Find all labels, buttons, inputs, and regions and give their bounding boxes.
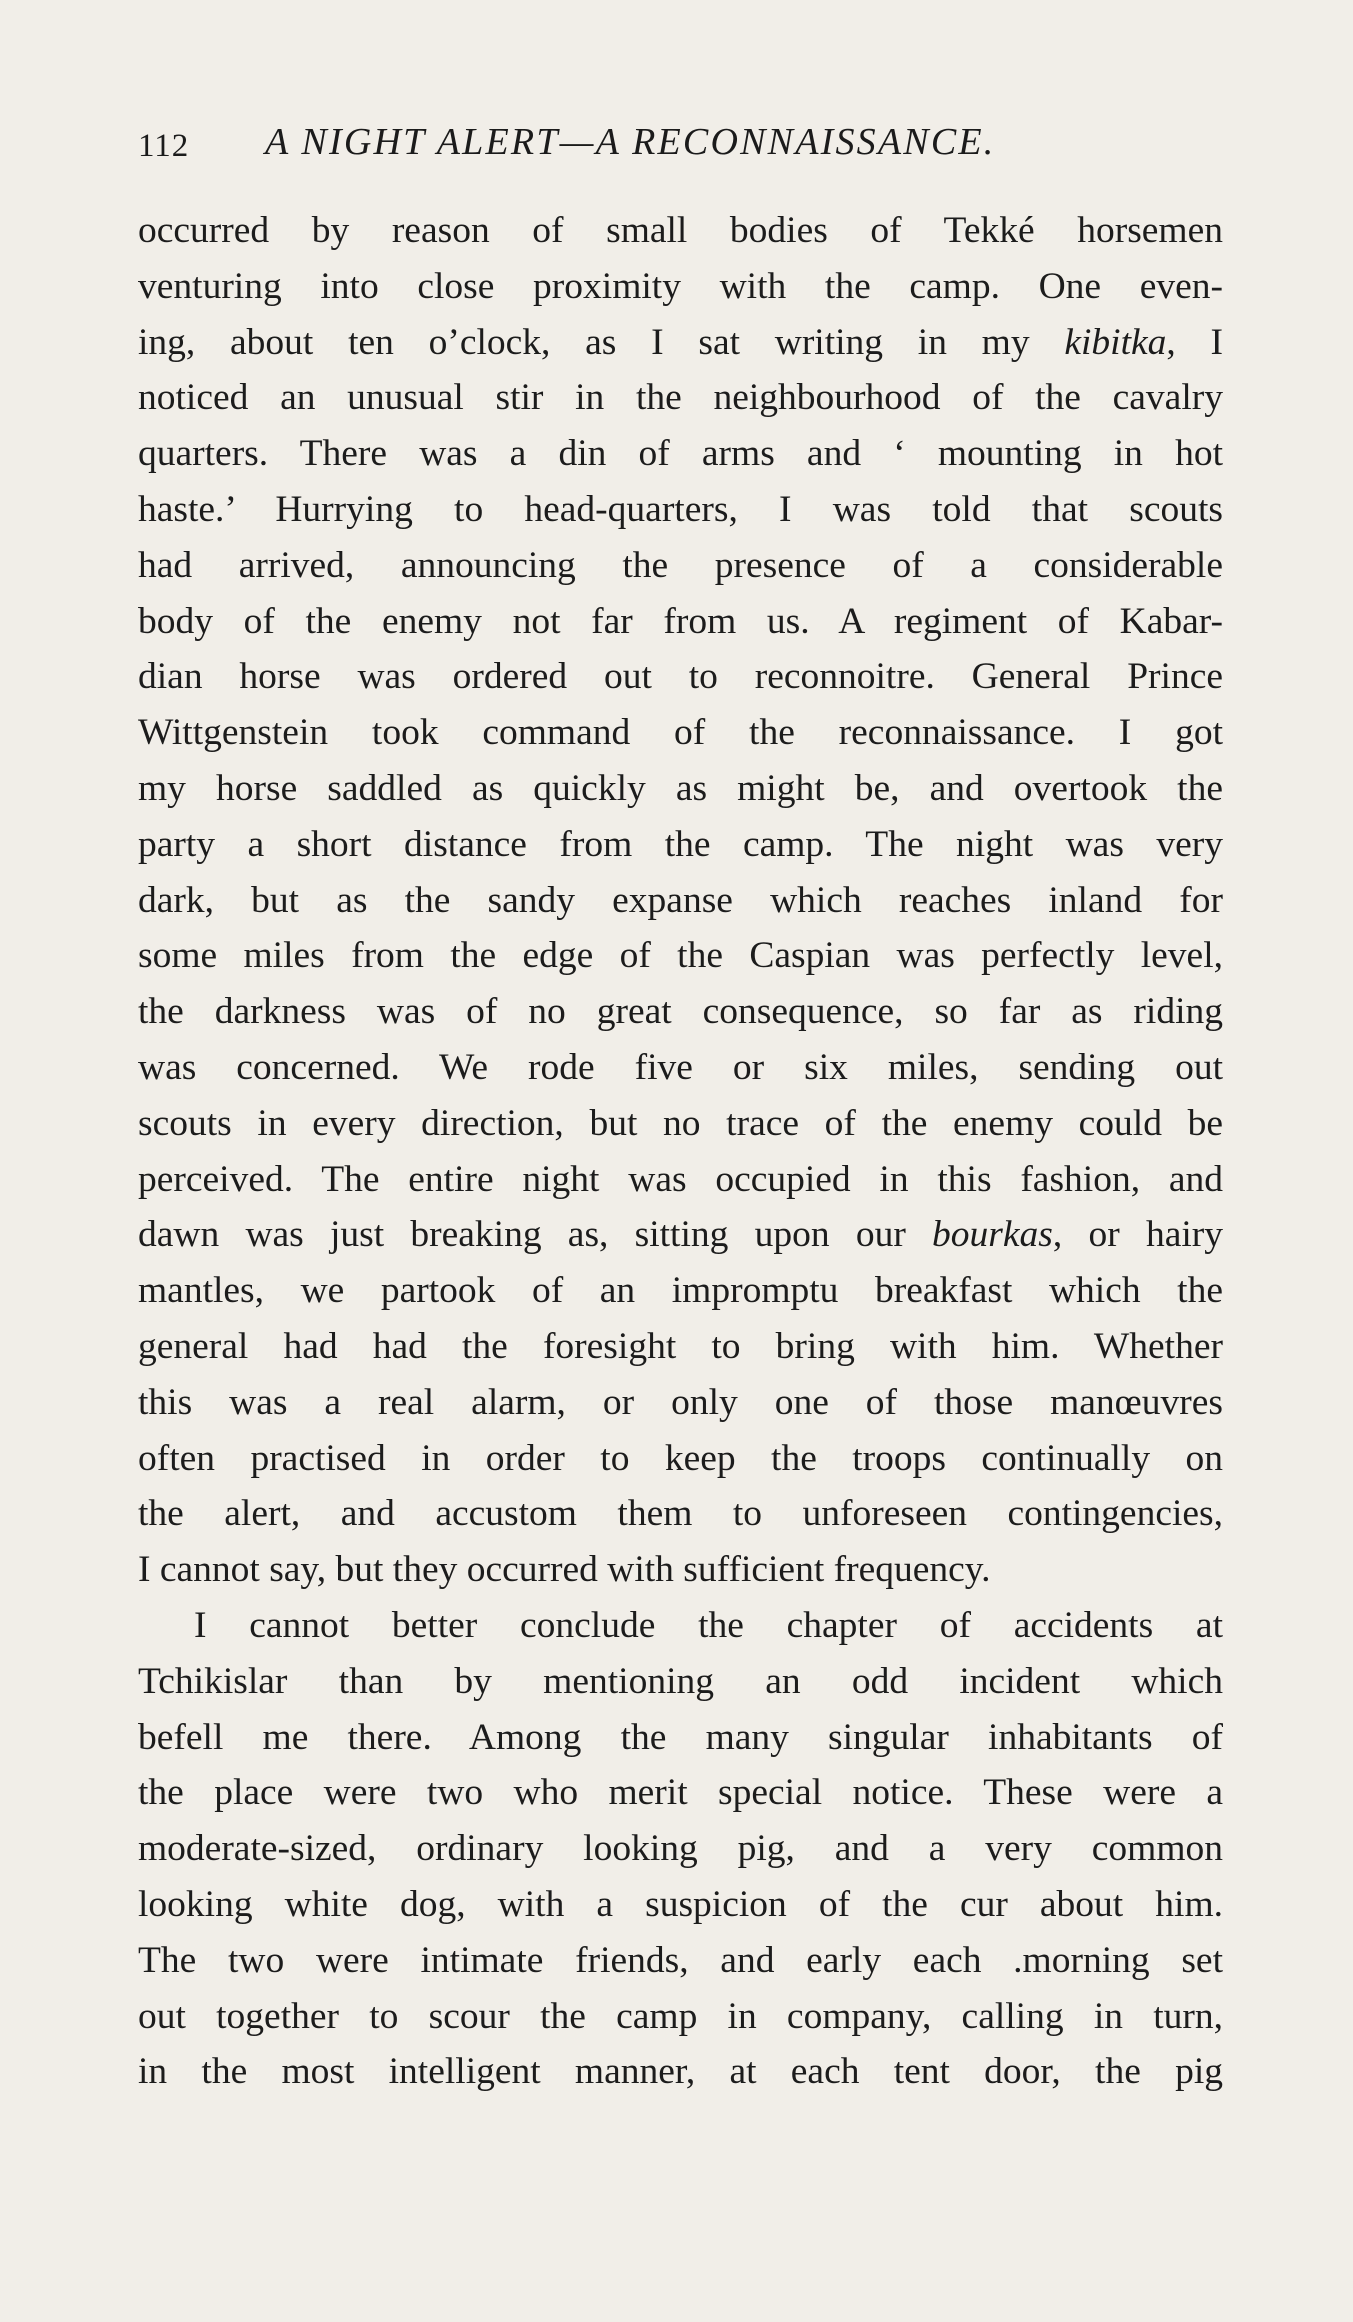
- text-line: this was a real alarm, or only one of those manœuvres: [138, 1381, 1223, 1423]
- text-line: quarters. There was a din of arms and ‘ mounting in hot: [138, 433, 1223, 475]
- running-title: A NIGHT ALERT—A RECONNAISSANCE.: [265, 121, 996, 163]
- page-number: 112: [138, 128, 190, 164]
- text-line: moderate-sized, ordinary looking pig, and a very common: [138, 1828, 1223, 1870]
- body-text: [138, 203, 1223, 2100]
- text-line: Wittgenstein took command of the reconnaissance. I got: [138, 712, 1223, 754]
- text-line: had arrived, announcing the presence of a considerable: [138, 544, 1223, 586]
- text-line: The two were intimate friends, and early each .morning set: [138, 1939, 1223, 1981]
- text-line: I cannot better conclude the chapter of accidents at: [194, 1604, 1223, 1646]
- text-line: often practised in order to keep the troops continually on: [138, 1437, 1223, 1479]
- text-line: looking white dog, with a suspicion of the cur about him.: [138, 1883, 1223, 1925]
- text-line: perceived. The entire night was occupied in this fashion, and: [138, 1158, 1223, 1200]
- text-line: out together to scour the camp in company, calling in turn,: [138, 1995, 1223, 2037]
- text-line: haste.’ Hurrying to head-quarters, I was told that scouts: [138, 488, 1223, 530]
- page-header: [138, 120, 1223, 170]
- text-line: dawn was just breaking as, sitting upon our bourkas, or hairy: [138, 1214, 1223, 1256]
- text-line: in the most intelligent manner, at each tent door, the pig: [138, 2051, 1223, 2093]
- text-line: befell me there. Among the many singular inhabitants of: [138, 1716, 1223, 1758]
- text-line: the darkness was of no great consequence, so far as riding: [138, 991, 1223, 1033]
- text-line: noticed an unusual stir in the neighbourhood of the cavalry: [138, 377, 1223, 419]
- text-line: ing, about ten o’clock, as I sat writing in my kibitka, I: [138, 321, 1223, 363]
- text-line: some miles from the edge of the Caspian was perfectly level,: [138, 935, 1223, 977]
- text-line: venturing into close proximity with the camp. One even-: [138, 265, 1223, 307]
- text-line: was concerned. We rode five or six miles, sending out: [138, 1046, 1223, 1088]
- text-line: mantles, we partook of an impromptu breakfast which the: [138, 1270, 1223, 1312]
- text-line: scouts in every direction, but no trace of the enemy could be: [138, 1102, 1223, 1144]
- text-line: my horse saddled as quickly as might be, and overtook the: [138, 767, 1223, 809]
- text-line: the alert, and accustom them to unforeseen contingencies,: [138, 1493, 1223, 1535]
- text-line: I cannot say, but they occurred with sufficient frequency.: [138, 1549, 991, 1591]
- text-line: Tchikislar than by mentioning an odd incident which: [138, 1660, 1223, 1702]
- text-line: occurred by reason of small bodies of Tekké horsemen: [138, 210, 1223, 251]
- text-line: party a short distance from the camp. The night was very: [138, 823, 1223, 865]
- text-line: dark, but as the sandy expanse which reaches inland for: [138, 879, 1223, 921]
- text-line: general had had the foresight to bring with him. Whether: [138, 1325, 1223, 1367]
- text-line: the place were two who merit special notice. These were a: [138, 1772, 1223, 1814]
- text-line: dian horse was ordered out to reconnoitre. General Prince: [138, 656, 1223, 698]
- text-line: body of the enemy not far from us. A regiment of Kabar-: [138, 600, 1223, 642]
